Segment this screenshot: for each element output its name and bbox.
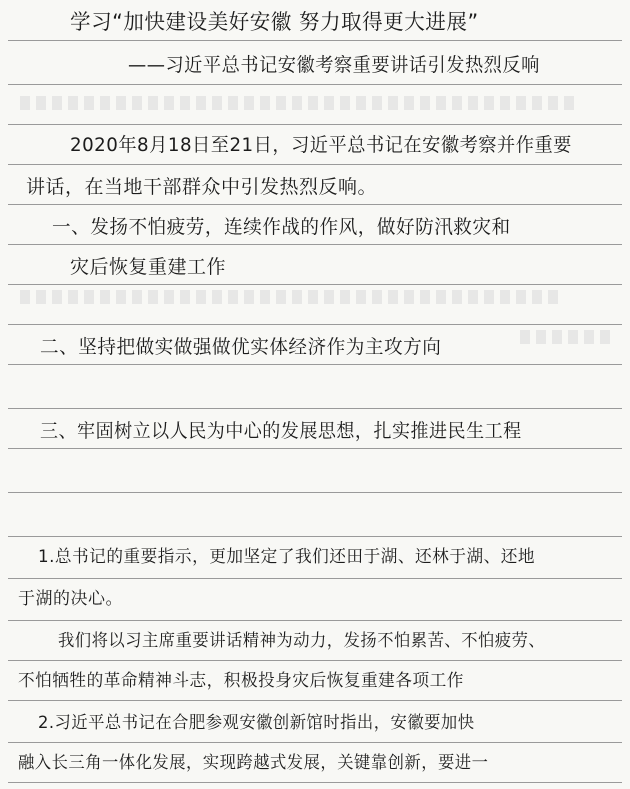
ruled-line — [8, 700, 622, 701]
ruled-line — [8, 364, 622, 365]
bleed-through-mark — [20, 290, 560, 304]
ruled-line — [8, 164, 622, 165]
ruled-line — [8, 40, 622, 41]
page-subtitle: ——习近平总书记安徽考察重要讲话引发热烈反响 — [128, 54, 540, 76]
note-line: 于湖的决心。 — [18, 589, 123, 609]
ruled-line — [8, 578, 622, 579]
ruled-line — [8, 660, 622, 661]
ruled-line — [8, 408, 622, 409]
point-line: 二、坚持把做实做强做优实体经济作为主攻方向 — [40, 336, 442, 358]
intro-line: 2020年8月18日至21日，习近平总书记在安徽考察并作重要 — [70, 134, 572, 156]
ruled-line — [8, 448, 622, 449]
bleed-through-mark — [20, 96, 580, 110]
ruled-line — [8, 782, 622, 783]
note-line: 融入长三角一体化发展，实现跨越式发展，关键靠创新，要进一 — [18, 753, 489, 773]
bleed-through-mark — [520, 330, 610, 344]
note-line: 2.习近平总书记在合肥参观安徽创新馆时指出，安徽要加快 — [38, 713, 475, 733]
ruled-line — [8, 124, 622, 125]
point-line: 一、发扬不怕疲劳，连续作战的作风，做好防汛救灾和 — [52, 216, 511, 238]
note-line: 我们将以习主席重要讲话精神为动力，发扬不怕累苦、不怕疲劳、 — [58, 631, 546, 651]
ruled-line — [8, 324, 622, 325]
point-line: 三、牢固树立以人民为中心的发展思想，扎实推进民生工程 — [40, 420, 522, 442]
page-title: 学习“加快建设美好安徽 努力取得更大进展” — [70, 10, 479, 34]
ruled-line — [8, 620, 622, 621]
ruled-line — [8, 492, 622, 493]
note-line: 1.总书记的重要指示，更加坚定了我们还田于湖、还林于湖、还地 — [38, 547, 536, 567]
note-line: 不怕牺牲的革命精神斗志，积极投身灾后恢复重建各项工作 — [18, 671, 464, 691]
ruled-line — [8, 536, 622, 537]
ruled-line — [8, 84, 622, 85]
ruled-line — [8, 244, 622, 245]
ruled-line — [8, 742, 622, 743]
ruled-line — [8, 204, 622, 205]
point-line: 灾后恢复重建工作 — [70, 256, 227, 278]
ruled-line — [8, 284, 622, 285]
intro-line: 讲话，在当地干部群众中引发热烈反响。 — [26, 176, 378, 198]
